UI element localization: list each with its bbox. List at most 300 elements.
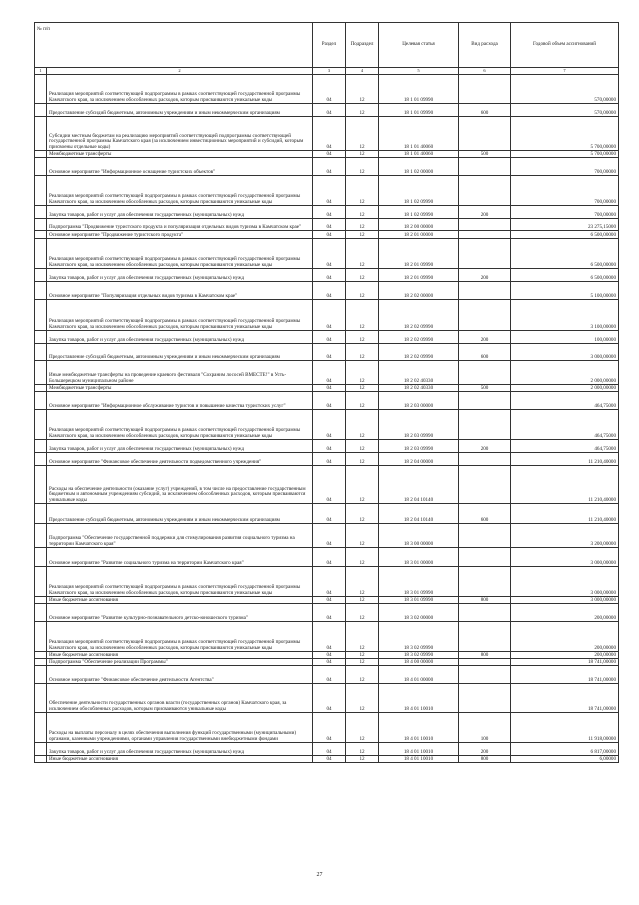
row-vid-cell: 200 [459,440,511,453]
row-razdel-cell: 04 [313,597,346,604]
row-num-cell [35,453,47,466]
header-article: Целевая статья [379,23,459,68]
column-index: 7 [511,68,619,75]
row-num-cell [35,622,47,652]
row-vid-cell [459,622,511,652]
row-podrazdel-cell: 12 [346,453,379,466]
row-amount-cell: 3 000,00000 [511,567,619,597]
row-num-cell [35,331,47,344]
table-row [35,659,619,666]
row-amount-cell: 23 275,15000 [511,219,619,231]
row-vid-cell [459,453,511,466]
table-header-row [35,23,619,68]
row-razdel-cell: 04 [313,756,346,763]
row-vid-cell: 200 [459,269,511,282]
table-row [35,385,619,392]
row-article-cell: 18 3 01 09990 [379,597,459,604]
row-razdel-cell: 04 [313,361,346,385]
row-podrazdel-cell: 12 [346,713,379,743]
table-row [35,231,619,239]
row-num-cell [35,652,47,659]
row-name-cell: Межбюджетные трансферты [47,385,313,392]
row-podrazdel-cell: 12 [346,597,379,604]
row-amount-cell: 2 000,00000 [511,361,619,385]
row-vid-cell: 500 [459,151,511,158]
row-amount-cell: 200,00000 [511,652,619,659]
row-amount-cell: 3 100,00000 [511,300,619,331]
row-razdel-cell: 04 [313,410,346,440]
table-row [35,622,619,652]
row-name-cell: Реализация мероприятий соответствующей подпрограммы в рамках соответствующей государственной программы Камчатского края, за исключением обособленных расходов, которым присваиваются уникальные коды [47,239,313,269]
row-podrazdel-cell: 12 [346,440,379,453]
row-podrazdel-cell: 12 [346,219,379,231]
budget-sheet [34,22,618,763]
row-vid-cell: 600 [459,504,511,524]
row-name-cell: Закупка товаров, работ и услуг для обеспечения государственных (муниципальных) нужд [47,269,313,282]
table-row [35,652,619,659]
row-vid-cell [459,361,511,385]
row-podrazdel-cell: 12 [346,176,379,206]
table-row [35,567,619,597]
row-name-cell: Основное мероприятие "Финансовое обеспечение деятельности Агентства" [47,666,313,684]
row-article-cell: 18 1 01 40060 [379,117,459,151]
row-podrazdel-cell: 12 [346,158,379,176]
row-name-cell: Закупка товаров, работ и услуг для обеспечения государственных (муниципальных) нужд [47,331,313,344]
row-vid-cell [459,392,511,410]
row-name-cell: Расходы на выплаты персоналу в целях обеспечения выполнения функций государственными (муниципальными) органами, казенными учреждениями, органами управления государственными внебюджетными фондами [47,713,313,743]
table-row [35,282,619,300]
row-razdel-cell: 04 [313,344,346,361]
row-razdel-cell: 04 [313,151,346,158]
row-amount-cell: 100,00000 [511,331,619,344]
row-vid-cell: 200 [459,206,511,219]
row-name-cell: Основное мероприятие "Финансовое обеспечение деятельности подведомственного учреждения" [47,453,313,466]
row-amount-cell: 11 918,00000 [511,713,619,743]
table-row [35,756,619,763]
row-article-cell: 18 2 02 09990 [379,331,459,344]
table-row [35,666,619,684]
header-vid: Вид расхода [459,23,511,68]
row-vid-cell [459,117,511,151]
row-num-cell [35,597,47,604]
row-article-cell: 18 1 01 09990 [379,75,459,104]
row-razdel-cell: 04 [313,652,346,659]
row-podrazdel-cell: 12 [346,282,379,300]
row-vid-cell: 800 [459,756,511,763]
row-article-cell: 18 2 03 00000 [379,392,459,410]
row-amount-cell: 5 700,00000 [511,151,619,158]
row-amount-cell: 6 500,00000 [511,269,619,282]
header-podrazdel: Подраздел [346,23,379,68]
row-article-cell: 18 2 02 40330 [379,361,459,385]
row-vid-cell [459,567,511,597]
row-amount-cell: 6,00000 [511,756,619,763]
row-num-cell [35,659,47,666]
row-num-cell [35,743,47,756]
row-name-cell: Подпрограмма "Продвижение туристского продукта и популяризация отдельных видов туризма в Камчатском крае" [47,219,313,231]
row-razdel-cell: 04 [313,604,346,622]
row-podrazdel-cell: 12 [346,104,379,117]
table-row [35,743,619,756]
row-vid-cell: 100 [459,713,511,743]
header-amount: Годовой объем ассигнований [511,23,619,68]
row-amount-cell: 464,75000 [511,440,619,453]
column-index-row [35,68,619,75]
row-amount-cell: 11 210,40000 [511,453,619,466]
row-amount-cell: 3 200,00000 [511,524,619,548]
row-num-cell [35,219,47,231]
row-vid-cell: 800 [459,597,511,604]
row-amount-cell: 200,00000 [511,604,619,622]
row-razdel-cell: 04 [313,743,346,756]
table-row [35,453,619,466]
row-razdel-cell: 04 [313,453,346,466]
table-row [35,604,619,622]
table-row [35,300,619,331]
row-razdel-cell: 04 [313,269,346,282]
row-name-cell: Закупка товаров, работ и услуг для обеспечения государственных (муниципальных) нужд [47,206,313,219]
row-podrazdel-cell: 12 [346,756,379,763]
row-num-cell [35,756,47,763]
table-row [35,504,619,524]
row-num-cell [35,504,47,524]
row-vid-cell: 500 [459,385,511,392]
row-amount-cell: 18 741,00000 [511,666,619,684]
row-vid-cell [459,659,511,666]
table-row [35,524,619,548]
row-razdel-cell: 04 [313,504,346,524]
row-podrazdel-cell: 12 [346,117,379,151]
row-razdel-cell: 04 [313,117,346,151]
row-num-cell [35,567,47,597]
row-name-cell: Реализация мероприятий соответствующей подпрограммы в рамках соответствующей государственной программы Камчатского края, за исключением обособленных расходов, которым присваиваются уникальные коды [47,300,313,331]
row-podrazdel-cell: 12 [346,548,379,567]
row-article-cell: 18 2 02 40330 [379,385,459,392]
row-podrazdel-cell: 12 [346,622,379,652]
row-amount-cell: 464,75000 [511,410,619,440]
row-num-cell [35,466,47,504]
row-amount-cell: 5 100,00000 [511,282,619,300]
table-row [35,269,619,282]
row-podrazdel-cell: 12 [346,392,379,410]
table-row [35,331,619,344]
row-num-cell [35,206,47,219]
row-name-cell: Расходы на обеспечение деятельности (оказание услуг) учреждений, в том числе на предоставление государственным бюджетным и автономным учреждениям субсидий, за исключением обособленных расходов, которым присваиваются уникальные коды [47,466,313,504]
row-razdel-cell: 04 [313,104,346,117]
row-amount-cell: 3 000,00000 [511,344,619,361]
row-name-cell: Предоставление субсидий бюджетным, автономным учреждениям и иным некоммерческим организациям [47,344,313,361]
row-podrazdel-cell: 12 [346,239,379,269]
row-name-cell: Обеспечение деятельности государственных органов власти (государственных органов) Камчатского края, за исключением обособленных расходов, которым присваиваются уникальные коды [47,684,313,713]
row-amount-cell: 3 000,00000 [511,597,619,604]
column-index: 3 [313,68,346,75]
row-num-cell [35,524,47,548]
row-name-cell: Основное мероприятие "Продвижение туристского продукта" [47,231,313,239]
row-vid-cell [459,466,511,504]
row-num-cell [35,158,47,176]
row-article-cell: 18 1 01 40060 [379,151,459,158]
row-podrazdel-cell: 12 [346,231,379,239]
row-amount-cell: 11 210,40000 [511,504,619,524]
row-name-cell: Подпрограмма "Обеспечение государственной поддержки для стимулирования развития социального туризма на территории Камчатского края" [47,524,313,548]
row-article-cell: 18 2 03 09990 [379,410,459,440]
row-podrazdel-cell: 12 [346,300,379,331]
row-razdel-cell: 04 [313,239,346,269]
row-article-cell: 18 2 04 10140 [379,466,459,504]
column-index: 1 [35,68,47,75]
table-row [35,206,619,219]
row-num-cell [35,151,47,158]
row-vid-cell [459,604,511,622]
row-article-cell: 18 2 02 00000 [379,282,459,300]
table-row [35,219,619,231]
row-vid-cell [459,158,511,176]
row-amount-cell: 18 741,00000 [511,659,619,666]
row-podrazdel-cell: 12 [346,567,379,597]
row-vid-cell [459,300,511,331]
row-razdel-cell: 04 [313,684,346,713]
row-podrazdel-cell: 12 [346,206,379,219]
row-podrazdel-cell: 12 [346,385,379,392]
row-num-cell [35,604,47,622]
row-razdel-cell: 04 [313,466,346,504]
table-row [35,239,619,269]
row-num-cell [35,361,47,385]
row-name-cell: Предоставление субсидий бюджетным, автономным учреждениям и иным некоммерческим организациям [47,104,313,117]
row-num-cell [35,104,47,117]
row-num-cell [35,117,47,151]
table-row [35,158,619,176]
row-amount-cell: 570,00000 [511,104,619,117]
row-article-cell: 18 3 02 09990 [379,622,459,652]
row-article-cell: 18 1 02 09990 [379,176,459,206]
row-podrazdel-cell: 12 [346,331,379,344]
table-row [35,151,619,158]
row-amount-cell: 3 000,00000 [511,548,619,567]
row-razdel-cell: 04 [313,622,346,652]
row-article-cell: 18 1 02 00000 [379,158,459,176]
budget-table [34,22,619,763]
row-name-cell: Субсидии местным бюджетам на реализацию мероприятий соответствующей подпрограммы соответствующей государственной программы Камчатского края (за исключением инвестиционных мероприятий и субсидий, которым присвоены отдельные коды) [47,117,313,151]
row-num-cell [35,548,47,567]
row-article-cell: 18 2 02 09990 [379,344,459,361]
row-name-cell: Закупка товаров, работ и услуг для обеспечения государственных (муниципальных) нужд [47,743,313,756]
column-index: 6 [459,68,511,75]
column-index: 5 [379,68,459,75]
row-num-cell [35,684,47,713]
row-vid-cell: 200 [459,331,511,344]
row-name-cell: Реализация мероприятий соответствующей подпрограммы в рамках соответствующей государственной программы Камчатского края, за исключением обособленных расходов, которым присваиваются уникальные коды [47,622,313,652]
row-vid-cell [459,231,511,239]
row-vid-cell [459,548,511,567]
row-razdel-cell: 04 [313,158,346,176]
row-amount-cell: 700,00000 [511,158,619,176]
row-name-cell: Реализация мероприятий соответствующей подпрограммы в рамках соответствующей государственной программы Камчатского края, за исключением обособленных расходов, которым присваиваются уникальные коды [47,410,313,440]
row-article-cell: 18 3 00 00000 [379,524,459,548]
row-num-cell [35,713,47,743]
row-name-cell: Иные бюджетные ассигнования [47,597,313,604]
row-amount-cell: 2 000,00000 [511,385,619,392]
row-amount-cell: 6 500,00000 [511,239,619,269]
row-podrazdel-cell: 12 [346,743,379,756]
row-podrazdel-cell: 12 [346,666,379,684]
row-razdel-cell: 04 [313,75,346,104]
row-podrazdel-cell: 12 [346,524,379,548]
row-razdel-cell: 04 [313,206,346,219]
row-name-cell: Основное мероприятие "Развитие социального туризма на территории Камчатского края" [47,548,313,567]
row-name-cell: Иные бюджетные ассигнования [47,652,313,659]
row-podrazdel-cell: 12 [346,75,379,104]
row-amount-cell: 11 210,40000 [511,466,619,504]
row-vid-cell: 200 [459,743,511,756]
row-name-cell: Основное мероприятие "Развитие культурно-познавательного детско-юношеского туризма" [47,604,313,622]
row-razdel-cell: 04 [313,548,346,567]
column-index: 4 [346,68,379,75]
table-row [35,361,619,385]
row-article-cell: 18 2 01 09990 [379,269,459,282]
row-name-cell: Иные межбюджетные трансферты на проведение краевого фестиваля "Сохраним лососей ВМЕСТЕ!" в Усть-Большерецком муниципальном районе [47,361,313,385]
row-name-cell: Реализация мероприятий соответствующей подпрограммы в рамках соответствующей государственной программы Камчатского края, за исключением обособленных расходов, которым присваиваются уникальные коды [47,567,313,597]
row-vid-cell [459,684,511,713]
row-razdel-cell: 04 [313,300,346,331]
table-row [35,117,619,151]
row-vid-cell [459,176,511,206]
row-article-cell: 18 4 01 10010 [379,684,459,713]
row-article-cell: 18 2 02 09990 [379,300,459,331]
row-podrazdel-cell: 12 [346,604,379,622]
header-num: № п/п [35,23,313,68]
row-amount-cell: 700,00000 [511,206,619,219]
row-article-cell: 18 4 00 00000 [379,659,459,666]
row-name-cell: Основное мероприятие "Информационное обслуживание туристов и повышение качества туристских услуг" [47,392,313,410]
row-vid-cell [459,666,511,684]
row-amount-cell: 6 817,00000 [511,743,619,756]
row-podrazdel-cell: 12 [346,684,379,713]
row-podrazdel-cell: 12 [346,151,379,158]
row-article-cell: 18 2 03 09990 [379,440,459,453]
row-name-cell: Основное мероприятие "Информационное оснащение туристских объектов" [47,158,313,176]
row-razdel-cell: 04 [313,524,346,548]
row-amount-cell: 5 700,00000 [511,117,619,151]
row-razdel-cell: 04 [313,385,346,392]
row-article-cell: 18 1 01 09990 [379,104,459,117]
table-row [35,548,619,567]
row-num-cell [35,239,47,269]
table-row [35,713,619,743]
row-vid-cell [459,282,511,300]
row-name-cell: Реализация мероприятий соответствующей подпрограммы в рамках соответствующей государственной программы Камчатского края, за исключением обособленных расходов, которым присваиваются уникальные коды [47,75,313,104]
row-razdel-cell: 04 [313,440,346,453]
row-num-cell [35,385,47,392]
row-vid-cell: 800 [459,652,511,659]
row-num-cell [35,75,47,104]
row-razdel-cell: 04 [313,176,346,206]
row-article-cell: 18 4 01 10010 [379,713,459,743]
row-razdel-cell: 04 [313,659,346,666]
row-name-cell: Иные бюджетные ассигнования [47,756,313,763]
row-podrazdel-cell: 12 [346,410,379,440]
row-podrazdel-cell: 12 [346,466,379,504]
row-num-cell [35,440,47,453]
row-razdel-cell: 04 [313,282,346,300]
row-name-cell: Основное мероприятие "Популяризация отдельных видов туризма в Камчатском крае" [47,282,313,300]
row-num-cell [35,392,47,410]
row-article-cell: 18 2 04 00000 [379,453,459,466]
row-amount-cell: 700,00000 [511,176,619,206]
row-num-cell [35,666,47,684]
row-num-cell [35,176,47,206]
row-article-cell: 18 2 01 00000 [379,231,459,239]
row-amount-cell: 6 500,00000 [511,231,619,239]
row-name-cell: Предоставление субсидий бюджетным, автономным учреждениям и иным некоммерческим организациям [47,504,313,524]
table-row [35,75,619,104]
table-row [35,344,619,361]
row-podrazdel-cell: 12 [346,659,379,666]
row-podrazdel-cell: 12 [346,344,379,361]
page-number: 27 [316,872,323,878]
table-row [35,392,619,410]
row-vid-cell [459,75,511,104]
header-razdel: Раздел [313,23,346,68]
table-row [35,684,619,713]
row-article-cell: 18 3 01 09990 [379,567,459,597]
row-amount-cell: 570,00000 [511,75,619,104]
row-razdel-cell: 04 [313,219,346,231]
row-num-cell [35,282,47,300]
table-row [35,176,619,206]
row-razdel-cell: 04 [313,567,346,597]
row-amount-cell: 464,75000 [511,392,619,410]
table-row [35,410,619,440]
row-razdel-cell: 04 [313,392,346,410]
row-razdel-cell: 04 [313,331,346,344]
row-amount-cell: 200,00000 [511,622,619,652]
row-podrazdel-cell: 12 [346,361,379,385]
table-body [35,75,619,763]
row-vid-cell [459,524,511,548]
row-name-cell: Подпрограмма "Обеспечение реализации Программы" [47,659,313,666]
row-article-cell: 18 4 01 10010 [379,743,459,756]
row-article-cell: 18 2 00 00000 [379,219,459,231]
table-row [35,104,619,117]
row-num-cell [35,300,47,331]
row-name-cell: Закупка товаров, работ и услуг для обеспечения государственных (муниципальных) нужд [47,440,313,453]
row-vid-cell [459,410,511,440]
row-name-cell: Межбюджетные трансферты [47,151,313,158]
row-razdel-cell: 04 [313,713,346,743]
row-podrazdel-cell: 12 [346,269,379,282]
row-num-cell [35,231,47,239]
row-razdel-cell: 04 [313,231,346,239]
column-index: 2 [47,68,313,75]
row-name-cell: Реализация мероприятий соответствующей подпрограммы в рамках соответствующей государственной программы Камчатского края, за исключением обособленных расходов, которым присваиваются уникальные коды [47,176,313,206]
row-podrazdel-cell: 12 [346,504,379,524]
row-vid-cell [459,239,511,269]
table-row [35,466,619,504]
row-article-cell: 18 3 02 00000 [379,604,459,622]
row-num-cell [35,344,47,361]
row-vid-cell: 600 [459,104,511,117]
row-article-cell: 18 2 01 09990 [379,239,459,269]
row-num-cell [35,410,47,440]
row-article-cell: 18 4 01 00000 [379,666,459,684]
row-article-cell: 18 3 02 09990 [379,652,459,659]
row-podrazdel-cell: 12 [346,652,379,659]
row-article-cell: 18 4 01 10010 [379,756,459,763]
row-razdel-cell: 04 [313,666,346,684]
table-row [35,597,619,604]
row-article-cell: 18 2 04 10140 [379,504,459,524]
